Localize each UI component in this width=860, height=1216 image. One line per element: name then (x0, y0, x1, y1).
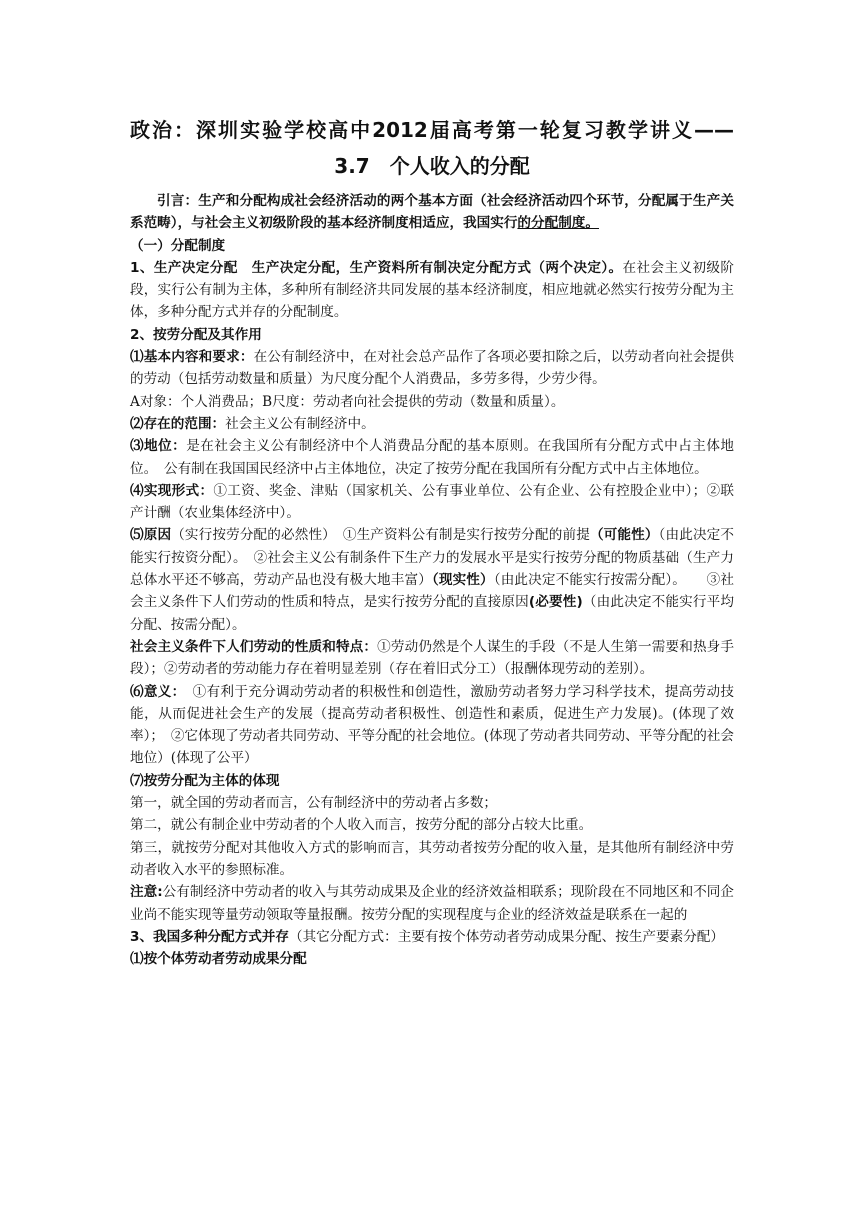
note-text: 公有制经济中劳动者的收入与其劳动成果及企业的经济效益相联系；现阶段在不同地区和不同企业尚不能实现等量劳动领取等量报酬。按劳分配的实现程度与企业的经济效益是联系在一起的 (130, 884, 735, 923)
s3-item-1 (130, 948, 734, 970)
p1-ab-paragraph: A对象：个人消费品；B尺度：劳动者向社会提供的劳动（数量和质量）。 (130, 393, 565, 410)
document-title-line2: 3.7 个人收入的分配 (334, 154, 530, 178)
s1-paragraph (130, 257, 734, 324)
intro-paragraph (130, 190, 734, 235)
p5-bold-reality: （现实性） (431, 572, 494, 589)
s1-bold: 1、生产决定分配 生产决定分配，生产资料所有制决定分配方式（两个决定）。 (130, 259, 623, 276)
p4-bold: ⑷实现形式： (130, 482, 214, 499)
p3-bold: ⑶地位： (130, 438, 187, 455)
p5-bold-necessity: (必要性) (528, 594, 583, 611)
intro-underlined-text: 的分配制度。 (517, 215, 599, 232)
p7-item-3: 第三，就按劳分配对其他收入方式的影响而言，其劳动者按劳分配的收入量，是其他所有制经济中劳动者收入水平的参照标准。 (130, 839, 734, 878)
labor-text: ①劳动仍然是个人谋生的手段（不是人生第一需要和热身手段）；②劳动者的劳动能力存在着明显差别（存在着旧式分工）（报酬体现劳动的差别）。 (130, 638, 735, 678)
p2-bold: ⑵存在的范围： (130, 415, 226, 432)
s2-heading (130, 324, 734, 346)
p7-heading (130, 770, 734, 792)
p4-paragraph (130, 480, 734, 525)
p5-bold: ⑸原因 (130, 527, 172, 544)
p5-text-a: （实行按劳分配的必然性） ①生产资料公有制是实行按劳分配的前提 (171, 527, 590, 544)
p1-paragraph (130, 346, 734, 391)
s3-text: （其它分配方式：主要有按个体劳动者劳动成果分配、按生产要素分配） (289, 928, 724, 945)
labor-paragraph (130, 636, 734, 681)
note-paragraph (130, 881, 734, 926)
p3-text: 是在社会主义公有制经济中个人消费品分配的基本原则。在我国所有分配方式中占主体地位。 公有制在我国国民经济中占主体地位，决定了按劳分配在我国所有分配方式中占主体地位。 (130, 438, 735, 477)
note-bold: 注意: (130, 884, 163, 901)
p6-text: ①有利于充分调动劳动者的积极性和创造性，激励劳动者努力学习科学技术，提高劳动技能，从而促进社会生产的发展（提高劳动者积极性、创造性和素质，促进生产力发展)。(体现了效率）； ②它体现了劳动者共同劳动、平等分配的社会地位。(体现了劳动者共同劳动、平等分配的社会地位）(体现了公平） (130, 683, 735, 767)
p3-paragraph (130, 435, 734, 480)
p7-item-2: 第二，就公有制企业中劳动者的个人收入而言，按劳分配的部分占较大比重。 (130, 817, 593, 834)
p7-bold: ⑺按劳分配为主体的体现 (130, 772, 280, 789)
p5-text-e: （由此决定不能实行平均分配、按需分配）。 (130, 594, 735, 633)
s3-paragraph (130, 926, 734, 948)
p1-bold: ⑴基本内容和要求： (130, 349, 254, 366)
p5-text-d: （由此决定不能实行按需分配）。 ③社会主义条件下人们劳动的性质和特点，是实行按劳分配的直接原因 (130, 572, 734, 611)
s1-text: 在社会主义初级阶段，实行公有制为主体，多种所有制经济共同发展的基本经济制度，相应地就必然实行按劳分配为主体，多种分配方式并存的分配制度。 (130, 259, 735, 321)
p5-bold-possibility: （可能性） (589, 527, 659, 544)
p2-paragraph (130, 413, 734, 435)
document-page (130, 112, 734, 970)
document-title-line1: 政治：深圳实验学校高中2012届高考第一轮复习教学讲义—— (130, 118, 734, 142)
p6-bold: ⑹意义： (130, 683, 179, 700)
intro-text: 引言：生产和分配构成社会经济活动的两个基本方面（社会经济活动四个环节，分配属于生产关系范畴），与社会主义初级阶段的基本经济制度相适应，我国实行 (130, 193, 734, 232)
p5-text-c: （由此决定不能实行按资分配）。 ②社会主义公有制条件下生产力的发展水平是实行按劳分配的物质基础（生产力总体水平还不够高，劳动产品也没有极大地丰富） (130, 527, 735, 589)
p4-text: ①工资、奖金、津贴（国家机关、公有事业单位、公有企业、公有控股企业中）；②联产计酬（农业集体经济中）。 (130, 482, 735, 522)
s2-heading-text: 2、按劳分配及其作用 (130, 326, 262, 343)
p5-paragraph (130, 524, 734, 635)
section1-heading (130, 235, 734, 257)
p1-text: 在公有制经济中，在对社会总产品作了各项必要扣除之后，以劳动者向社会提供的劳动（包括劳动数量和质量）为尺度分配个人消费品，多劳多得，少劳少得。 (130, 349, 735, 388)
p7-item-1: 第一，就全国的劳动者而言，公有制经济中的劳动者占多数； (130, 795, 498, 812)
p6-paragraph (130, 681, 734, 770)
section1-heading-text: （一）分配制度 (130, 237, 226, 254)
s3-bold: 3、我国多种分配方式并存 (130, 928, 289, 945)
p2-text: 社会主义公有制经济中。 (225, 415, 375, 432)
labor-bold: 社会主义条件下人们劳动的性质和特点： (130, 638, 378, 655)
s3-item-1-bold: ⑴按个体劳动者劳动成果分配 (130, 951, 307, 968)
